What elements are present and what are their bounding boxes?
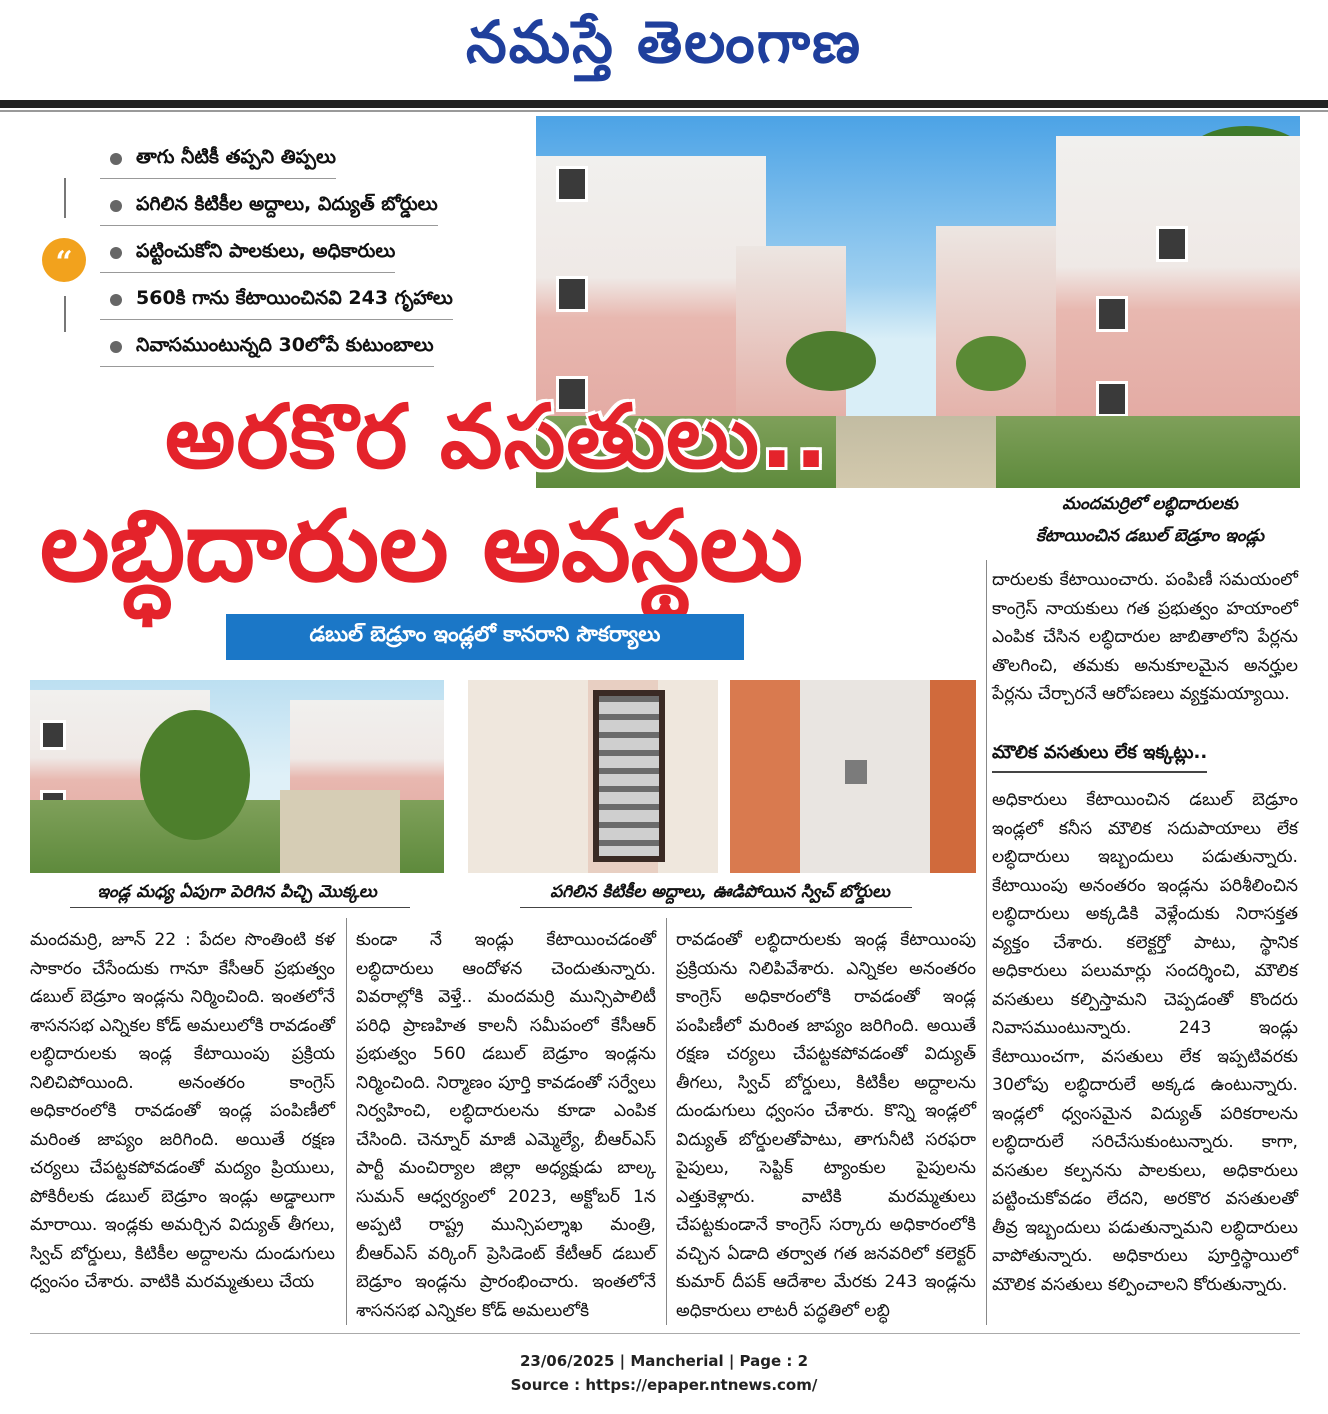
- window-photo: [468, 680, 718, 873]
- highlight-item: పట్టించుకోని పాలకులు, అధికారులు: [100, 234, 395, 273]
- column-rule: [346, 918, 347, 1325]
- bullet-icon: [110, 294, 122, 306]
- masthead-rule-thin: [0, 110, 1328, 112]
- masthead-rule: [0, 100, 1328, 108]
- main-photo-caption-line1: మందమర్రిలో లబ్ధిదారులకు: [1062, 494, 1238, 514]
- bullet-icon: [110, 200, 122, 212]
- headline-line2: లబ్ధిదారుల అవస్థలు: [40, 490, 803, 604]
- switchboard-photo: [730, 680, 976, 873]
- footer-rule: [30, 1333, 1300, 1334]
- footer-date-edition: 23/06/2025 | Mancherial | Page : 2: [519, 1352, 809, 1370]
- broken-photo-caption: పగిలిన కిటికీల అద్దాలు, ఊడిపోయిన స్విచ్ బోర్డులు: [550, 882, 890, 902]
- section-heading: మౌలిక వసతులు లేక ఇక్కట్లు..: [992, 742, 1207, 773]
- bullet-icon: [110, 153, 122, 165]
- newspaper-logo: నమస్తే తెలంగాణ: [466, 8, 862, 76]
- column-rule: [666, 918, 667, 1325]
- footer-source: Source : https://epaper.ntnews.com/: [510, 1376, 818, 1394]
- bullet-icon: [110, 341, 122, 353]
- highlight-item: తాగు నీటికీ తప్పని తిప్పలు: [100, 140, 336, 179]
- highlight-item: 560కి గాను కేటాయించినవి 243 గృహాలు: [100, 281, 453, 320]
- article-col2: కుండా నే ఇండ్లు కేటాయించడంతో లబ్ధిదారులు ఆందోళన చెందుతున్నారు. వివరాల్లోకి వెళ్తే.. మందమర్రి మున్సిపాలిటీ పరిధి ప్రాణహిత కాలనీ సమీపంలో కేసీఆర్ ప్రభుత్వం 560 డబుల్ బెడ్రూం ఇండ్లను నిర్మించింది. నిర్మాణం పూర్తి కావడంతో సర్వేలు నిర్వహించి, లబ్ధిదారులను కూడా ఎంపిక చేసింది. చెన్నూర్ మాజీ ఎమ్మెల్యే, బీఆర్ఎస్ పార్టీ మంచిర్యాల జిల్లా అధ్యక్షుడు బాల్క సుమన్ ఆధ్వర్యంలో 2023, అక్టోబర్ 1న అప్పటి రాష్ట్ర మున్సిపల్శాఖ మంత్రి, బీఆర్ఎస్ వర్కింగ్ ప్రెసిడెంట్ కేటీఆర్ డబుల్ బెడ్రూం ఇండ్లను ప్రారంభించారు. ఇంతలోనే శాసనసభ ఎన్నికల కోడ్ అమలులోకి: [356, 930, 656, 1321]
- highlight-item: నివాసముంటున్నది 30లోపే కుటుంబాలు: [100, 328, 434, 367]
- masthead: [0, 0, 1328, 100]
- bullet-icon: [110, 247, 122, 259]
- column-rule: [986, 560, 987, 1325]
- main-photo-caption-line2: కేటాయించిన డబుల్ బెడ్రూం ఇండ్లు: [1035, 526, 1264, 546]
- article-col3: రావడంతో లబ్ధిదారులకు ఇండ్ల కేటాయింపు ప్రక్రియను నిలిపివేశారు. ఎన్నికల అనంతరం కాంగ్రెస్ అధికారంలోకి రావడంతో ఇండ్ల పంపిణీలో మరింత జాప్యం జరిగింది. అయితే రక్షణ చర్యలు చేపట్టకపోవడంతో విద్యుత్ తీగలు, స్విచ్ బోర్డులు, కిటికీల అద్దాలను దుండుగులు ధ్వంసం చేశారు. కొన్ని ఇండ్లలో విద్యుత్ బోర్డులతోపాటు, తాగునీటి సరఫరా పైపులు, సెప్టిక్ ట్యాంకుల పైపులను ఎత్తుకెళ్లారు. వాటికి మరమ్మతులు చేపట్టకుండానే కాంగ్రెస్ సర్కారు అధికారంలోకి వచ్చిన ఏడాది తర్వాత గత జనవరిలో కలెక్టర్ కుమార్ దీపక్ ఆదేశాల మేరకు 243 ఇండ్లను అధికారులు లాటరీ పద్ధతిలో లబ్ధి: [676, 930, 976, 1321]
- plants-photo-caption: ఇండ్ల మధ్య ఏపుగా పెరిగిన పిచ్చి మొక్కలు: [97, 882, 377, 902]
- quote-icon: “: [42, 238, 86, 282]
- headline-line1: అరకొర వసతులు..: [165, 385, 829, 488]
- quote-line-top: [64, 178, 66, 218]
- plants-photo: [30, 680, 444, 873]
- quote-line-bottom: [64, 296, 66, 332]
- caption-underline: [70, 907, 410, 908]
- article-col1: మందమర్రి, జూన్ 22 : పేదల సొంతింటి కళ సాకారం చేసేందుకు గానూ కేసీఆర్ ప్రభుత్వం డబుల్ బెడ్రూం ఇండ్లను నిర్మించింది. ఇంతలోనే శాసనసభ ఎన్నికల కోడ్ అమలులోకి రావడంతో లబ్ధిదారులకు ఇండ్ల కేటాయింపు ప్రక్రియ నిలిచిపోయింది. అనంతరం కాంగ్రెస్ అధికారంలోకి రావడంతో ఇండ్ల పంపిణీలో మరింత జాప్యం జరిగింది. అయితే రక్షణ చర్యలు చేపట్టకపోవడంతో మద్యం ప్రియులు, పోకిరీలకు డబుల్ బెడ్రూం ఇండ్లు అడ్డాలుగా మారాయి. ఇండ్లకు అమర్చిన విద్యుత్ తీగలు, స్విచ్ బోర్డులు, కిటికీల అద్దాలను దుండుగులు ధ్వంసం చేశారు. వాటికి మరమ్మతులు చేయ: [30, 930, 335, 1292]
- subheading: డబుల్ బెడ్రూం ఇండ్లలో కానరాని సౌకర్యాలు: [226, 614, 744, 660]
- article-col4-bottom: అధికారులు కేటాయించిన డబుల్ బెడ్రూం ఇండ్లలో కనీస మౌలిక సదుపాయాలు లేక లబ్ధిదారులు ఇబ్బందులు పడుతున్నారు. కేటాయింపు అనంతరం ఇండ్లను పరిశీలించిన లబ్ధిదారులు అక్కడికి వెళ్లేందుకు నిరాసక్తత వ్యక్తం చేశారు. కలెక్టర్తో పాటు, స్థానిక అధికారులు పలుమార్లు సందర్శించి, మౌలిక వసతులు కల్పిస్తామని చెప్పడంతో కొందరు నివాసముంటున్నారు. 243 ఇండ్లు కేటాయించగా, వసతులు లేక ఇప్పటివరకు 30లోపు లబ్ధిదారులే అక్కడ ఉంటున్నారు. ఇండ్లలో ధ్వంసమైన విద్యుత్ పరికరాలను లబ్ధిదారులే సరిచేసుకుంటున్నారు. కాగా, వసతుల కల్పనను పాలకులు, అధికారులు పట్టించుకోవడం లేదని, అరకొర వసతులతో తీవ్ర ఇబ్బందులు పడుతున్నామని లబ్ధిదారులు వాపోతున్నారు. అధికారులు పూర్తిస్థాయిలో మౌలిక వసతులు కల్పించాలని కోరుతున్నారు.: [992, 790, 1298, 1295]
- caption-underline: [520, 907, 912, 908]
- highlight-item: పగిలిన కిటికీల అద్దాలు, విద్యుత్ బోర్డులు: [100, 187, 438, 226]
- article-col4-top: దారులకు కేటాయించారు. పంపిణీ సమయంలో కాంగ్రెస్ నాయకులు గత ప్రభుత్వం హయాంలో ఎంపిక చేసిన లబ్ధిదారుల జాబితాలోని పేర్లను తొలగించి, తమకు అనుకూలమైన అనర్హుల పేర్లను చేర్చారనే ఆరోపణలు వ్యక్తమయ్యాయి.: [992, 570, 1298, 704]
